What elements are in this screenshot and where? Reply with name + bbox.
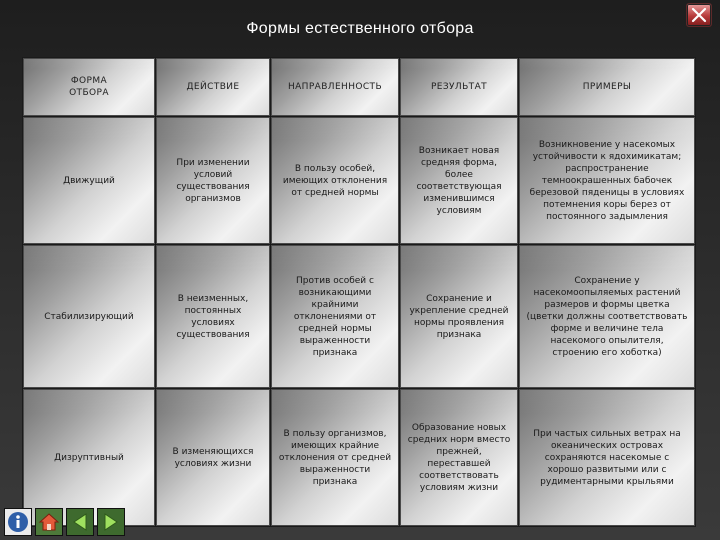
row-name-cell: Дизруптивный [23,389,155,526]
selection-forms-table [22,57,696,527]
table-cell: При частых сильных ветрах на океанических островах сохраняются насекомые с хорошо развитыми или с рудиментарными крыльями [519,389,695,526]
arrow-right-icon [100,511,122,533]
table-cell: Возникновение у насекомых устойчивости к ядохимикатам; распространение темноокрашенных бабочек березовой пяденицы в условиях потемнения коры берез от постоянного задымления [519,117,695,244]
row-name-cell: Движущий [23,117,155,244]
close-icon [691,7,707,23]
close-button[interactable] [686,3,712,27]
home-button[interactable] [35,508,63,536]
table-row [23,245,695,389]
header-cell: НАПРАВЛЕННОСТЬ [271,58,399,116]
header-cell: ПРИМЕРЫ [519,58,695,116]
row-name-cell: Стабилизирующий [23,245,155,389]
slide-title: Формы естественного отбора [246,20,474,37]
table-row [23,117,695,244]
info-icon [7,511,29,533]
table-cell: Образование новых средних норм вместо прежней, переставшей соответствовать условиям жизни [400,389,518,526]
home-icon [38,511,60,533]
table-cell: В неизменных, постоянных условиях существования [156,245,270,389]
prev-slide-button[interactable] [66,508,94,536]
header-cell: РЕЗУЛЬТАТ [400,58,518,116]
table-cell: В изменяющихся условиях жизни [156,389,270,526]
table-cell: Возникает новая средняя форма, более соответствующая изменившимся условиям [400,117,518,244]
table-row [23,389,695,526]
table-cell: В пользу особей, имеющих отклонения от средней нормы [271,117,399,244]
table-cell: Против особей с возникающими крайними отклонениями от средней нормы выраженности признака [271,245,399,389]
table-cell: Сохранение и укрепление средней нормы проявления признака [400,245,518,389]
table-cell: При изменении условий существования организмов [156,117,270,244]
next-slide-button[interactable] [97,508,125,536]
navigation-bar [4,508,125,538]
table-cell: Сохранение у насекомоопыляемых растений размеров и формы цветка (цветки должны соответствовать форме и величине тела насекомого опылителя, строению его хоботка) [519,245,695,389]
header-cell: ФОРМА ОТБОРА [23,58,155,116]
table-header-row [23,58,695,116]
info-button[interactable] [4,508,32,536]
arrow-left-icon [69,511,91,533]
table-cell: В пользу организмов, имеющих крайние отклонения от средней выраженности признака [271,389,399,526]
header-cell: ДЕЙСТВИЕ [156,58,270,116]
